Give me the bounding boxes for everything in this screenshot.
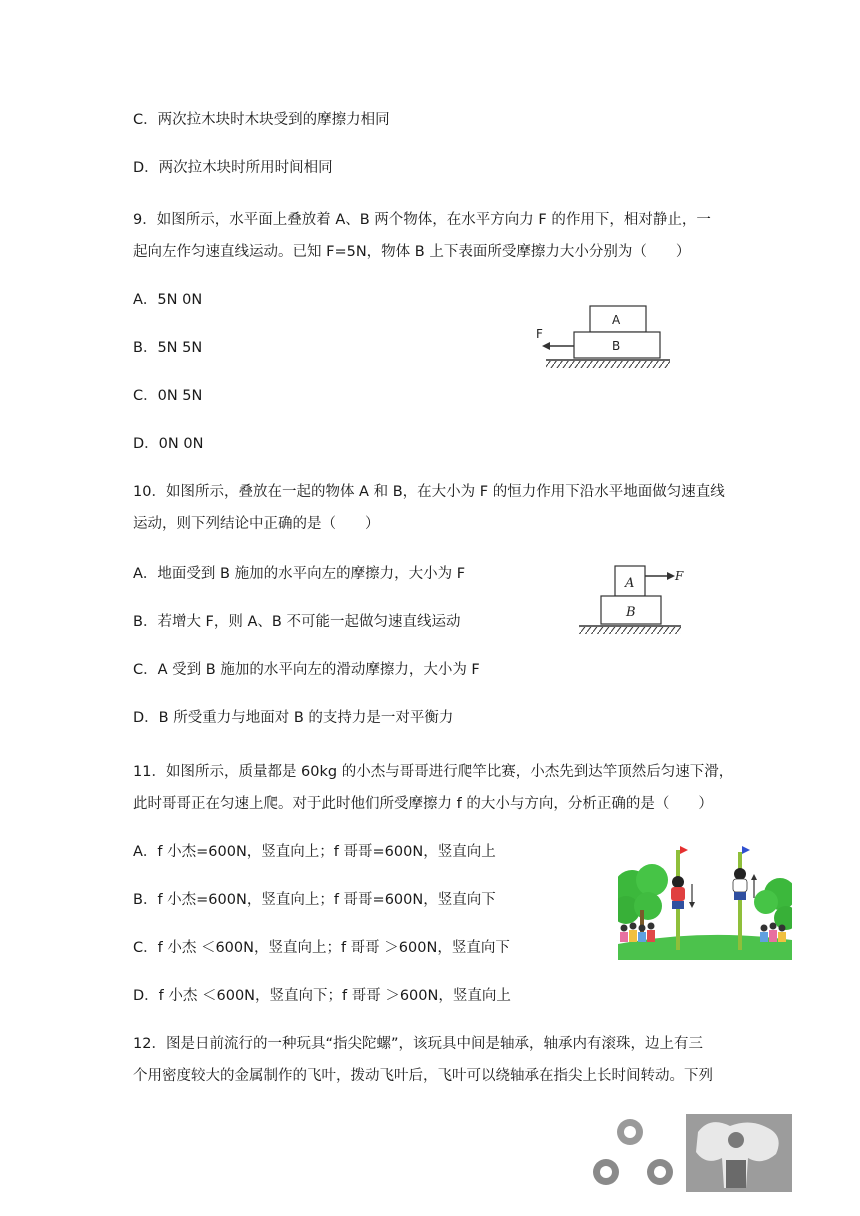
label-f: F: [536, 327, 543, 341]
q10-option-d: D．B 所受重力与地面对 B 的支持力是一对平衡力: [133, 710, 454, 726]
q10-option-a: A．地面受到 B 施加的水平向左的摩擦力，大小为 F: [133, 566, 466, 582]
q10-option-b: B．若增大 F，则 A、B 不可能一起做匀速直线运动: [133, 614, 461, 630]
q9-option-a: A．5N 0N: [133, 292, 203, 308]
label-a: A: [625, 576, 635, 591]
ground-hatching: [546, 361, 670, 368]
climber-left-icon: [671, 876, 685, 909]
q9-stem-line-1: 9．如图所示，水平面上叠放着 A、B 两个物体，在水平方向力 F 的作用下，相对静止，一: [133, 212, 711, 228]
q11-option-d: D．f 小杰 ＜600N，竖直向下；f 哥哥 ＞600N，竖直向上: [133, 988, 511, 1004]
label-a: A: [612, 313, 621, 327]
climber-right-icon: [733, 868, 747, 900]
q10-stem-line-1: 10．如图所示，叠放在一起的物体 A 和 B，在大小为 F 的恒力作用下沿水平地面做匀速直线: [133, 484, 725, 500]
label-b: B: [626, 605, 636, 620]
bearing-ring-icon: [593, 1159, 619, 1185]
q11-stem-line-1: 11．如图所示，质量都是 60kg 的小杰与哥哥进行爬竿比赛，小杰先到达竿顶然后匀速下滑，: [133, 764, 734, 780]
label-b: B: [612, 339, 621, 353]
q11-stem-line-2: 此时哥哥正在匀速上爬。对于此时他们所受摩擦力 f 的大小与方向，分析正确的是（ ）: [133, 796, 713, 812]
ground-hatching: [579, 627, 681, 634]
q11-option-b: B．f 小杰=600N，竖直向上；f 哥哥=600N，竖直向下: [133, 892, 496, 908]
label-f: F: [675, 569, 684, 583]
q11-option-a: A．f 小杰=600N，竖直向上；f 哥哥=600N，竖直向上: [133, 844, 496, 860]
q9-option-d: D．0N 0N: [133, 436, 204, 452]
bearing-ring-icon: [617, 1119, 643, 1145]
q8-option-c: C．两次拉木块时木块受到的摩擦力相同: [133, 112, 390, 128]
q12-stem-line-1: 12．图是日前流行的一种玩具“指尖陀螺”，该玩具中间是轴承，轴承内有滚珠，边上有三: [133, 1036, 703, 1052]
q12-figure-fidget-spinner: [580, 1110, 795, 1194]
q9-stem-line-2: 起向左作匀速直线运动。已知 F=5N，物体 B 上下表面所受摩擦力大小分别为（ ）: [133, 244, 691, 260]
q9-figure-stacked-blocks: [530, 300, 670, 372]
spectators-right: [760, 923, 786, 943]
spinner-on-finger-icon: [686, 1114, 792, 1192]
q11-option-c: C．f 小杰 ＜600N，竖直向上；f 哥哥 ＞600N，竖直向下: [133, 940, 510, 956]
q12-stem-line-2: 个用密度较大的金属制作的飞叶，拨动飞叶后，飞叶可以绕轴承在指尖上长时间转动。下列: [133, 1068, 713, 1084]
q10-stem-line-2: 运动，则下列结论中正确的是（ ）: [133, 516, 380, 532]
q8-option-d: D．两次拉木块时所用时间相同: [133, 160, 333, 176]
q11-figure-pole-climbing: [618, 840, 792, 960]
q9-option-c: C．0N 5N: [133, 388, 203, 404]
pole-right: [738, 852, 742, 950]
q9-option-b: B．5N 5N: [133, 340, 203, 356]
q10-figure-stacked-blocks: [575, 560, 685, 638]
bearing-ring-icon: [647, 1159, 673, 1185]
q10-option-c: C．A 受到 B 施加的水平向左的滑动摩擦力，大小为 F: [133, 662, 480, 678]
